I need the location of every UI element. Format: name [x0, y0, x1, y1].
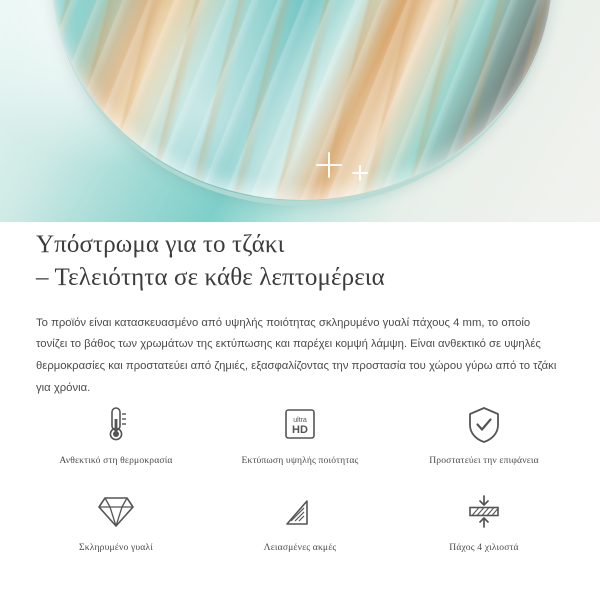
feature-item-surface-protection — [392, 404, 576, 467]
diamond-icon — [96, 491, 136, 533]
hero-image — [0, 0, 600, 222]
feature-grid — [0, 404, 600, 553]
description-paragraph: Το προϊόν είναι κατασκευασμένο από υψηλής ποιότητας σκληρυμένο γυαλί πάχους 4 mm, το οποίο τονίζει το βάθος των χρωμάτων της εκτύπωσης και παρέχει κομψή λάμψη. Είναι ανθεκτικό σε υψηλές θερμοκρασίες και προστατεύει από ζημιές, εξασφαλίζοντας την προστασία του χώρου γύρω από το τζάκι για χρόνια. — [36, 316, 557, 394]
feature-item-tempered-glass — [24, 491, 208, 554]
feature-item-temperature — [24, 404, 208, 467]
feature-label: Πάχος 4 χιλιοστά — [449, 541, 519, 553]
headline-line-2: – Τελειότητα σε κάθε λεπτομέρεια — [36, 264, 385, 292]
text-content — [0, 228, 600, 399]
feature-label: Σκληρυμένο γυαλί — [79, 541, 153, 553]
polished-edges-icon — [280, 491, 320, 533]
page-title — [36, 228, 564, 295]
svg-text:ultra: ultra — [293, 417, 307, 424]
headline-line-1: Υπόστρωμα για το τζάκι — [36, 231, 285, 258]
thickness-arrows-icon — [463, 491, 505, 533]
shield-check-icon — [466, 404, 502, 446]
ultra-hd-icon — [280, 404, 320, 446]
feature-label: Προστατεύει την επιφάνεια — [429, 455, 539, 466]
feature-row — [24, 491, 576, 554]
feature-label: Ανθεκτικό στη θερμοκρασία — [59, 455, 173, 466]
feature-row — [24, 404, 576, 467]
feature-item-print-quality — [208, 404, 392, 467]
glass-plate-graphic — [52, 0, 552, 200]
feature-label: Λειασμένες ακμές — [263, 541, 337, 553]
feature-item-polished-edges — [208, 491, 392, 554]
feature-item-thickness — [392, 491, 576, 554]
svg-text:HD: HD — [292, 424, 308, 436]
feature-label: Εκτύπωση υψηλής ποιότητας — [241, 455, 359, 466]
thermometer-icon — [101, 404, 131, 446]
